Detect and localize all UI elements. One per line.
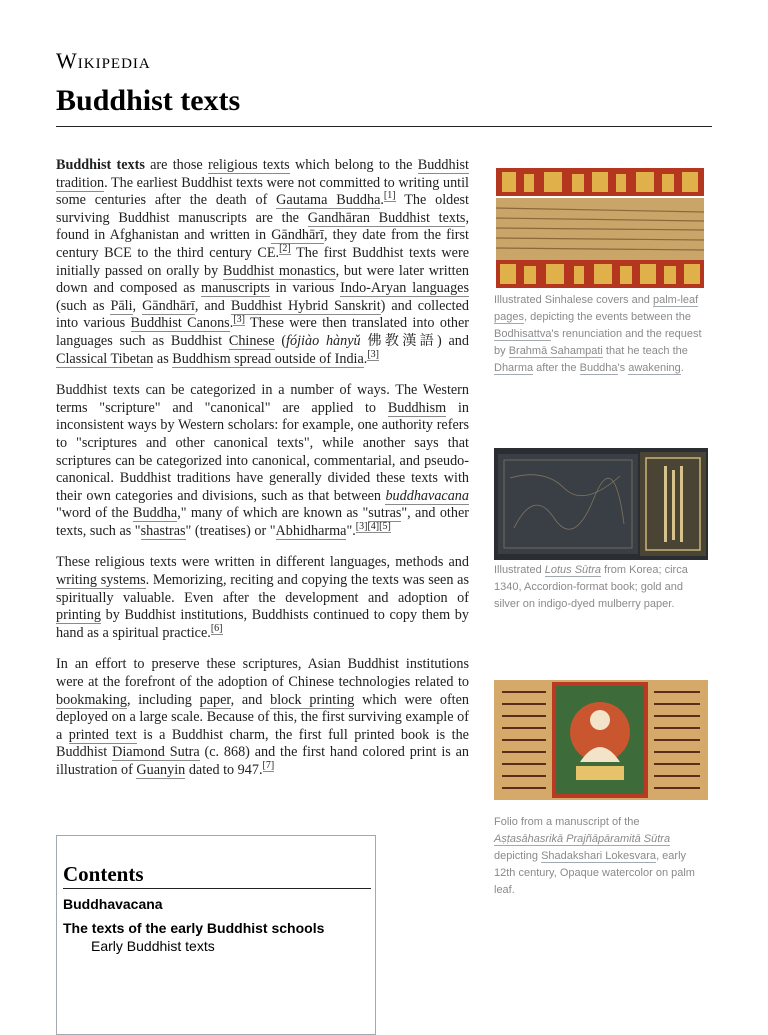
link-paper[interactable]: paper [199, 691, 231, 708]
citation[interactable] [279, 243, 291, 255]
text: ," many of which are known as " [177, 505, 369, 522]
link-bodhisattva[interactable]: Bodhisattva [494, 328, 552, 340]
text: which were often deployed on a large scale. Because of this, the first surviving example of a [56, 691, 470, 743]
text: . [229, 315, 234, 332]
citation-link[interactable]: [2] [279, 243, 291, 255]
toc-item-early-schools[interactable]: The texts of the early Buddhist schools [63, 920, 325, 936]
text: dated to 947. [185, 762, 263, 778]
figure-caption [494, 814, 708, 899]
link-gandhari[interactable]: Gāndhārī [271, 227, 324, 244]
citation-link[interactable]: [4] [367, 521, 380, 533]
text: , early 12th century, Opaque watercolor on palm leaf. [494, 850, 695, 896]
citation[interactable] [263, 760, 275, 772]
text: depicting [494, 850, 542, 862]
link-palm-leaf-pages[interactable]: palm-leaf pages [494, 294, 699, 323]
text: . [680, 362, 684, 374]
citation-link[interactable]: [3] [367, 348, 380, 360]
text: Illustrated [494, 564, 545, 576]
article-subject-bold: Buddhist texts [56, 157, 145, 173]
text: The oldest surviving Buddhist manuscripts are the [56, 192, 469, 226]
toc-title: Contents [63, 862, 144, 886]
link-buddhist-hybrid-sanskrit[interactable]: Buddhist Hybrid Sanskrit [230, 297, 381, 314]
citation-link[interactable]: [1] [383, 190, 396, 202]
text: . [380, 192, 384, 209]
text: , and [194, 297, 231, 314]
link-gandhari-2[interactable]: Gāndhārī [142, 297, 195, 314]
page-title: Buddhist texts [56, 84, 241, 117]
toc-item-early-buddhist-texts[interactable]: Early Buddhist texts [91, 938, 215, 954]
link-dharma[interactable]: Dharma [494, 362, 534, 374]
link-sutras[interactable]: sutras [368, 505, 402, 522]
link-guanyin[interactable]: Guanyin [136, 762, 186, 778]
link-brahma-sahampati[interactable]: Brahmā Sahampati [508, 345, 603, 357]
link-printed-text[interactable]: printed text [68, 726, 137, 743]
link-diamond-sutra[interactable]: Diamond Sutra [112, 744, 200, 761]
link-shadakshari-lokesvara[interactable]: Shadakshari Lokesvara [541, 850, 657, 862]
text: which belong to the [289, 157, 418, 173]
link-writing-systems[interactable]: writing systems [56, 572, 146, 589]
text: in inconsistent ways by Western scholars: for example, one authority refers to "scriptures and other canonical texts", while another says that scriptures can be categorized into canonical, commentarial, and pseudo-canonical. Buddhist traditions have generally divided these texts with their own categories and divisions, such as that between [56, 399, 469, 504]
figure-caption [494, 292, 708, 377]
link-chinese[interactable]: Chinese [228, 332, 275, 349]
citation-link[interactable]: [6] [210, 623, 223, 635]
citation[interactable] [233, 314, 245, 326]
text: In an effort to preserve these scriptures, Asian Buddhist institutions were at the forefront of the adoption of Chinese technologies related to [56, 656, 469, 691]
link-gautama-buddha[interactable]: Gautama Buddha [276, 192, 381, 209]
text: that he teach the [602, 345, 688, 357]
prajnaparamita-folio-image[interactable] [494, 662, 708, 812]
text: is a Buddhist charm, the first full printed book is the Buddhist [56, 726, 469, 761]
text: Folio from a manuscript of the [494, 816, 640, 828]
citation[interactable] [211, 623, 223, 635]
link-astasahasrika[interactable]: Aṣṭasāhasrikā Prajñāpāramitā Sūtra [494, 833, 671, 845]
text: These religious texts were written in different languages, methods and [56, 554, 469, 571]
paragraph-languages [56, 554, 469, 642]
link-classical-tibetan[interactable]: Classical Tibetan [56, 350, 154, 367]
link-gandharan-buddhist-texts[interactable]: Gandhāran Buddhist texts [307, 209, 466, 226]
link-buddhist-monastics[interactable]: Buddhist monastics [222, 262, 336, 279]
citation[interactable] [367, 349, 379, 361]
link-manuscripts[interactable]: manuscripts [201, 280, 270, 297]
text: 's renunciation and the request by [494, 328, 702, 357]
text: , depicting the events between the [523, 311, 691, 323]
link-pali[interactable]: Pāli [110, 297, 133, 314]
text: Illustrated Sinhalese covers and [494, 294, 653, 306]
paragraph-preservation [56, 656, 469, 779]
link-buddhist-canons[interactable]: Buddhist Canons [130, 315, 230, 332]
link-awakening[interactable]: awakening [628, 362, 681, 374]
article-body [56, 157, 469, 794]
text: 佛教漢語) and [360, 332, 469, 349]
text: ", and other texts, such as " [56, 505, 469, 539]
text: as [153, 350, 173, 367]
wikipedia-wordmark[interactable]: Wikipedia [56, 48, 151, 73]
romanization-text: fójiào hànyǔ [286, 332, 361, 349]
toc-divider [63, 888, 371, 889]
citation-link[interactable]: [3] [233, 313, 245, 325]
text: , found in Afghanistan and written in [56, 209, 469, 244]
figure-sinhalese-manuscript [494, 166, 708, 377]
toc-item-buddhavacana[interactable]: Buddhavacana [63, 896, 163, 912]
table-of-contents [56, 835, 376, 1035]
link-abhidharma[interactable]: Abhidharma [275, 522, 347, 539]
link-religious-texts[interactable]: religious texts [207, 157, 290, 173]
text: These were then translated into other languages such as Buddhist [56, 315, 469, 349]
text: , but were later written down and composed as [56, 262, 469, 297]
text: . The earliest Buddhist texts were not committed to writing until some centuries after the death of [56, 174, 469, 209]
text: Buddhist texts can be categorized in a number of ways. The Western terms "scripture" and "canonical" are applied to [56, 382, 469, 416]
text: . [363, 350, 368, 367]
text: after the [533, 362, 580, 374]
text: The first Buddhist texts were initially passed on orally by [56, 244, 469, 279]
text: ) and collected into various [56, 297, 469, 332]
link-buddhism-spread[interactable]: Buddhism spread outside of India [172, 350, 364, 367]
citation-link[interactable]: [7] [262, 760, 275, 772]
text: " (treatises) or " [185, 522, 276, 539]
paragraph-categories [56, 382, 469, 540]
link-block-printing[interactable]: block printing [270, 691, 355, 708]
text: , [132, 297, 143, 314]
citation-link[interactable]: [5] [379, 521, 391, 533]
text: "word of the [56, 505, 134, 522]
link-buddha-caption[interactable]: Buddha [579, 362, 618, 374]
link-printing[interactable]: printing [56, 607, 101, 624]
figure-lotus-sutra [494, 448, 708, 613]
figure-caption [494, 562, 708, 613]
link-bookmaking[interactable]: bookmaking [56, 691, 127, 708]
figure-prajnaparamita-folio [494, 662, 708, 899]
link-shastras[interactable]: shastras [140, 522, 186, 539]
text: 's [617, 362, 629, 374]
text: , and [230, 691, 271, 708]
text: ( [274, 332, 287, 349]
link-buddhism[interactable]: Buddhism [387, 399, 447, 416]
text: . Memorizing, reciting and copying the texts was seen as spiritually valuable. Even after the development and adoption of [56, 572, 469, 606]
link-lotus-sutra[interactable]: Lotus Sūtra [544, 564, 602, 576]
link-buddhist-tradition[interactable]: Buddhist tradition [56, 157, 469, 191]
sinhalese-manuscript-image[interactable] [494, 166, 706, 290]
citation-link[interactable]: [3] [355, 521, 368, 533]
link-buddha[interactable]: Buddha [133, 505, 178, 522]
paragraph-intro [56, 157, 469, 368]
citation[interactable] [356, 521, 391, 533]
citation[interactable] [384, 190, 396, 202]
link-indo-aryan-languages[interactable]: Indo-Aryan languages [340, 280, 469, 297]
link-buddhavacana[interactable]: buddhavacana [385, 487, 469, 504]
text: (such as [56, 297, 111, 314]
text: are those [144, 157, 208, 173]
title-divider [56, 126, 712, 127]
text: in various [269, 280, 341, 297]
text: , they date from the first century BCE to the third century CE. [56, 227, 469, 261]
text: ". [346, 522, 356, 539]
text: from Korea; circa 1340, Accordion-format book; gold and silver on indigo-dyed mulberry paper. [494, 564, 688, 610]
text: , including [126, 691, 200, 708]
text: by Buddhist institutions, Buddhists continued to copy them by hand as a spiritual practice. [56, 607, 469, 641]
text: (c. 868) and the first hand colored print is an illustration of [56, 744, 470, 778]
lotus-sutra-image[interactable] [494, 448, 708, 560]
